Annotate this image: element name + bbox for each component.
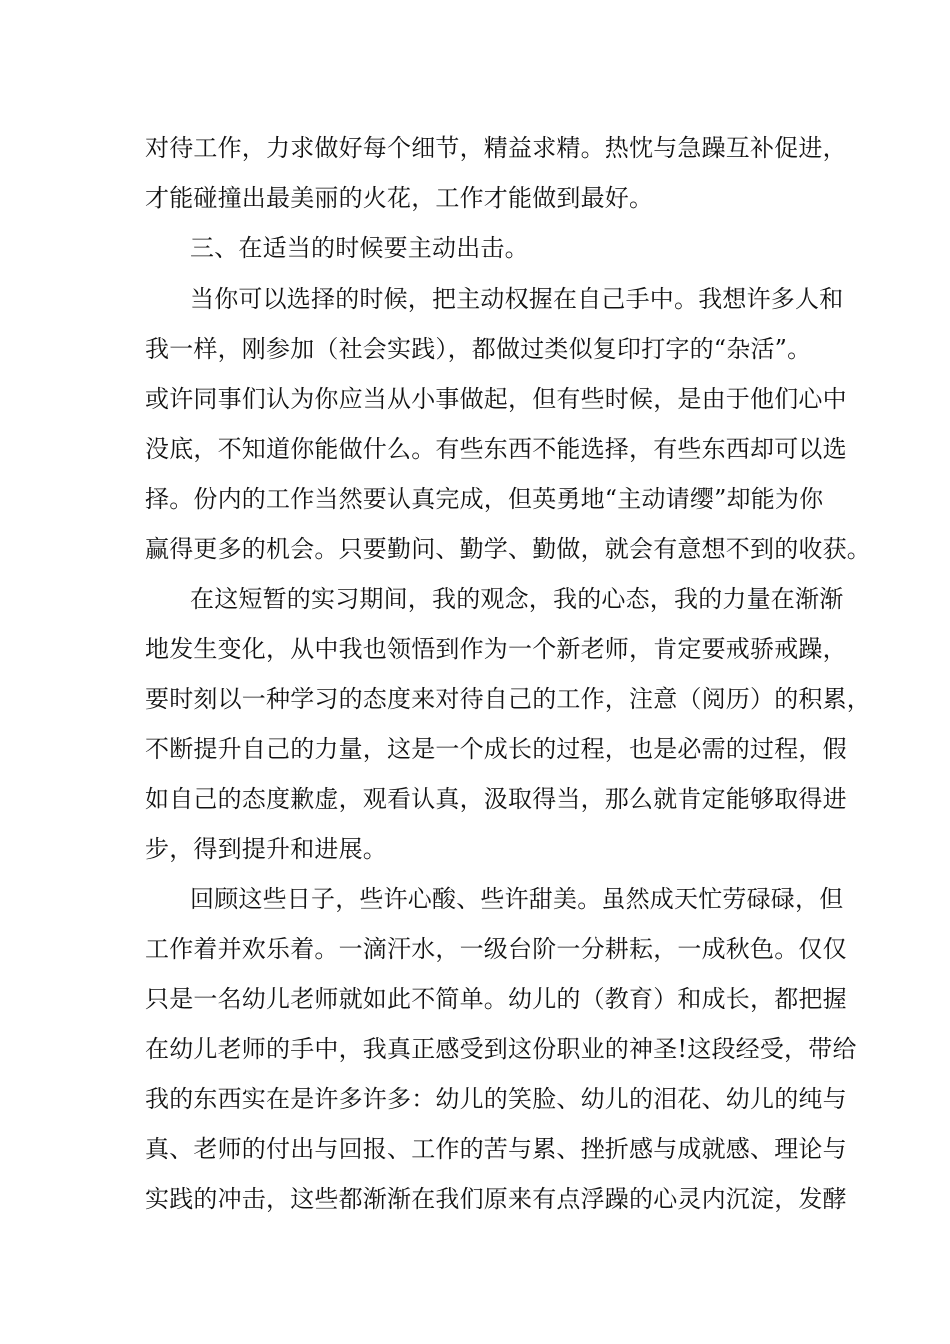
section-heading: 三、在适当的时候要主动出击。 bbox=[190, 234, 529, 262]
text-line: 我一样，刚参加（社会实践），都做过类似复印打字的“杂活”。 bbox=[145, 335, 812, 363]
text-line: 工作着并欢乐着。一滴汗水，一级台阶一分耕耘，一成秋色。仅仅 bbox=[145, 935, 847, 963]
text-line: 在这短暂的实习期间，我的观念，我的心态，我的力量在渐渐 bbox=[190, 585, 844, 613]
text-line: 没底，不知道你能做什么。有些东西不能选择，有些东西却可以选 bbox=[145, 435, 847, 463]
text-line: 步，得到提升和进展。 bbox=[145, 835, 387, 863]
text-line: 要时刻以一种学习的态度来对待自己的工作，注意（阅历）的积累， bbox=[145, 685, 871, 713]
text-line: 在幼儿老师的手中，我真正感受到这份职业的神圣!这段经受，带给 bbox=[145, 1035, 857, 1063]
text-line: 我的东西实在是许多许多：幼儿的笑脸、幼儿的泪花、幼儿的纯与 bbox=[145, 1085, 847, 1113]
text-line: 择。份内的工作当然要认真完成，但英勇地“主动请缨”却能为你 bbox=[145, 485, 824, 513]
text-line: 回顾这些日子，些许心酸、些许甜美。虽然成天忙劳碌碌，但 bbox=[190, 885, 844, 913]
text-line: 真、老师的付出与回报、工作的苦与累、挫折感与成就感、理论与 bbox=[145, 1135, 847, 1163]
text-line: 实践的冲击，这些都渐渐在我们原来有点浮躁的心灵内沉淀，发酵 bbox=[145, 1185, 847, 1213]
text-line: 才能碰撞出最美丽的火花，工作才能做到最好。 bbox=[145, 184, 654, 212]
text-line: 只是一名幼儿老师就如此不简单。幼儿的（教育）和成长，都把握 bbox=[145, 985, 847, 1013]
text-line: 不断提升自己的力量，这是一个成长的过程，也是必需的过程，假 bbox=[145, 735, 847, 763]
text-line: 对待工作，力求做好每个细节，精益求精。热忱与急躁互补促进， bbox=[145, 134, 847, 162]
text-line: 赢得更多的机会。只要勤问、勤学、勤做，就会有意想不到的收获。 bbox=[145, 535, 871, 563]
text-line: 如自己的态度歉虚，观看认真，汲取得当，那么就肯定能够取得进 bbox=[145, 785, 847, 813]
text-line: 当你可以选择的时候，把主动权握在自己手中。我想许多人和 bbox=[190, 285, 844, 313]
text-line: 或许同事们认为你应当从小事做起，但有些时候，是由于他们心中 bbox=[145, 385, 847, 413]
text-line: 地发生变化，从中我也领悟到作为一个新老师，肯定要戒骄戒躁， bbox=[145, 635, 847, 663]
